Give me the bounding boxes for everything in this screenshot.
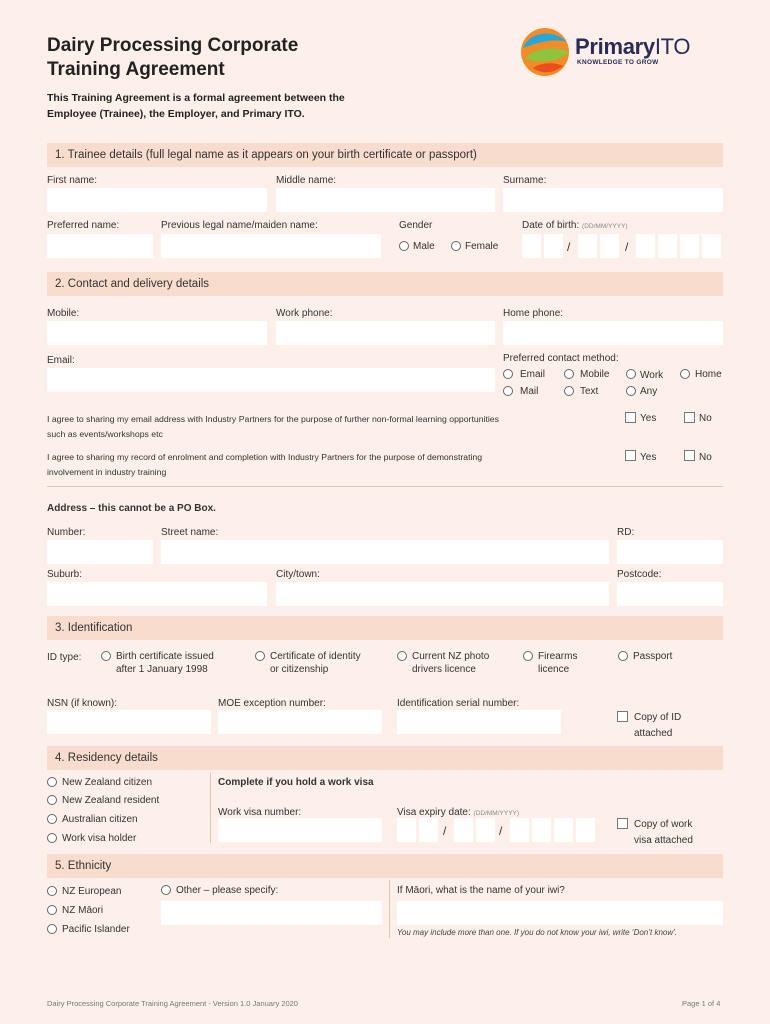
consent-email-no-label: No: [699, 413, 712, 424]
dob-day-1[interactable]: [522, 234, 541, 258]
visa-year-3[interactable]: [554, 818, 573, 842]
intro-line-1: This Training Agreement is a formal agreement between the: [47, 92, 345, 104]
visa-month-1[interactable]: [454, 818, 473, 842]
vertical-divider-2: [389, 880, 390, 938]
postcode-field[interactable]: [617, 582, 723, 606]
contact-home-label: Home: [695, 369, 722, 380]
nsn-label: NSN (if known):: [47, 698, 118, 709]
section-3-heading: 3. Identification: [47, 616, 723, 640]
previous-name-label: Previous legal name/maiden name:: [161, 220, 318, 231]
copy-id-label: Copy of ID attached: [634, 712, 682, 739]
contact-text-label: Text: [580, 386, 599, 397]
logo-mark-icon: [519, 26, 571, 78]
contact-work-radio[interactable]: [626, 369, 636, 379]
id-birth-cert-radio[interactable]: [101, 651, 111, 661]
middle-name-label: Middle name:: [276, 175, 337, 186]
consent-record-yes-label: Yes: [640, 452, 657, 463]
contact-mail-label: Mail: [520, 386, 539, 397]
visa-month-2[interactable]: [476, 818, 495, 842]
copy-visa-label: Copy of work visa attached: [634, 819, 693, 846]
contact-any-radio[interactable]: [626, 386, 636, 396]
section-1-heading: 1. Trainee details (full legal name as it appears on your birth certificate or passport): [47, 143, 723, 167]
visa-format-hint: (DD/MM/YYYY): [473, 810, 520, 817]
moe-label: MOE exception number:: [218, 698, 326, 709]
number-field[interactable]: [47, 540, 153, 564]
contact-home-radio[interactable]: [680, 369, 690, 379]
other-ethnicity-label: Other – please specify:: [176, 885, 279, 896]
suburb-field[interactable]: [47, 582, 267, 606]
consent-email-no-checkbox[interactable]: [684, 412, 695, 423]
nz-maori-label: NZ Māori: [62, 905, 104, 916]
moe-field[interactable]: [218, 710, 382, 734]
id-passport-label: Passport: [633, 651, 673, 662]
work-visa-holder-label: Work visa holder: [62, 833, 137, 844]
visa-year-4[interactable]: [576, 818, 595, 842]
nz-citizen-radio[interactable]: [47, 777, 57, 787]
city-label: City/town:: [276, 569, 320, 580]
id-firearms-radio[interactable]: [523, 651, 533, 661]
contact-text-radio[interactable]: [564, 386, 574, 396]
gender-female-label: Female: [465, 241, 499, 252]
work-visa-heading: Complete if you hold a work visa: [218, 777, 374, 788]
contact-any-label: Any: [640, 386, 658, 397]
dob-slash-1: /: [567, 240, 571, 254]
logo-tagline: KNOWLEDGE TO GROW: [577, 59, 659, 66]
section-4-heading: 4. Residency details: [47, 746, 723, 770]
work-phone-label: Work phone:: [276, 308, 333, 319]
page-number: Page 1 of 4: [682, 999, 721, 1008]
dob-year-2[interactable]: [658, 234, 677, 258]
middle-name-field[interactable]: [276, 188, 495, 212]
pacific-islander-label: Pacific Islander: [62, 924, 130, 935]
visa-expiry-label: Visa expiry date: (DD/MM/YYYY): [397, 807, 520, 818]
mobile-label: Mobile:: [47, 308, 80, 319]
title-line-1: Dairy Processing Corporate: [47, 35, 299, 56]
contact-email-label: Email: [520, 369, 546, 380]
au-citizen-radio[interactable]: [47, 814, 57, 824]
title-line-2: Training Agreement: [47, 59, 225, 80]
dob-day-2[interactable]: [544, 234, 563, 258]
dob-year-4[interactable]: [702, 234, 721, 258]
contact-mobile-radio[interactable]: [564, 369, 574, 379]
visa-number-label: Work visa number:: [218, 807, 302, 818]
nz-european-radio[interactable]: [47, 886, 57, 896]
dob-year-1[interactable]: [636, 234, 655, 258]
email-field[interactable]: [47, 368, 495, 392]
nsn-field[interactable]: [47, 710, 211, 734]
logo-wordmark: PrimaryITO: [575, 34, 691, 59]
divider: [47, 486, 723, 487]
nz-european-label: NZ European: [62, 886, 122, 897]
iwi-field[interactable]: [397, 901, 723, 925]
intro-line-2: Employee (Trainee), the Employer, and Primary ITO.: [47, 108, 305, 120]
gender-female-radio[interactable]: [451, 241, 461, 251]
visa-number-field[interactable]: [218, 818, 382, 842]
surname-field[interactable]: [503, 188, 723, 212]
gender-male-label: Male: [413, 241, 435, 252]
visa-year-2[interactable]: [532, 818, 551, 842]
rd-label: RD:: [617, 527, 635, 538]
visa-year-1[interactable]: [510, 818, 529, 842]
id-photo-licence-radio[interactable]: [397, 651, 407, 661]
section-2-heading: 2. Contact and delivery details: [47, 272, 723, 296]
dob-year-3[interactable]: [680, 234, 699, 258]
au-citizen-label: Australian citizen: [62, 814, 138, 825]
email-label: Email:: [47, 355, 75, 366]
gender-male-radio[interactable]: [399, 241, 409, 251]
visa-slash-2: /: [499, 824, 503, 838]
id-cert-identity-radio[interactable]: [255, 651, 265, 661]
number-label: Number:: [47, 527, 86, 538]
dob-slash-2: /: [625, 240, 629, 254]
nz-resident-radio[interactable]: [47, 795, 57, 805]
dob-format-hint: (DD/MM/YYYY): [582, 223, 628, 230]
city-field[interactable]: [276, 582, 609, 606]
intro-text: [47, 90, 407, 122]
suburb-label: Suburb:: [47, 569, 83, 580]
first-name-field[interactable]: [47, 188, 267, 212]
consent-record-no-checkbox[interactable]: [684, 450, 695, 461]
contact-email-radio[interactable]: [503, 369, 513, 379]
pacific-islander-radio[interactable]: [47, 924, 57, 934]
visa-day-2[interactable]: [419, 818, 438, 842]
dob-label: Date of birth: (DD/MM/YYYY): [522, 220, 628, 231]
home-phone-field[interactable]: [503, 321, 723, 345]
copy-id-checkbox[interactable]: [617, 711, 628, 722]
street-field[interactable]: [161, 540, 609, 564]
preferred-name-field[interactable]: [47, 234, 153, 258]
address-heading: Address – this cannot be a PO Box.: [47, 503, 216, 514]
consent-email-text: I agree to sharing my email address with Industry Partners for the purpose of further non-formal learning opportunities such as events/workshops etc: [47, 414, 499, 439]
contact-mail-radio[interactable]: [503, 386, 513, 396]
id-cert-identity-label: Certificate of identity or citizenship: [270, 651, 361, 675]
consent-email-yes-label: Yes: [640, 413, 657, 424]
nz-citizen-label: New Zealand citizen: [62, 777, 153, 788]
serial-label: Identification serial number:: [397, 698, 520, 709]
contact-work-label: Work: [640, 370, 664, 381]
gender-label: Gender: [399, 220, 433, 231]
iwi-label: If Māori, what is the name of your iwi?: [397, 885, 565, 896]
rd-field[interactable]: [617, 540, 723, 564]
section-5-heading: 5. Ethnicity: [47, 854, 723, 878]
dob-month-2[interactable]: [600, 234, 619, 258]
iwi-note: You may include more than one. If you do not know your iwi, write ‘Don’t know’.: [397, 928, 678, 937]
nz-resident-label: New Zealand resident: [62, 795, 160, 806]
preferred-name-label: Preferred name:: [47, 220, 120, 231]
postcode-label: Postcode:: [617, 569, 662, 580]
id-birth-cert-label: Birth certificate issued after 1 January 1998: [116, 651, 214, 675]
work-visa-holder-radio[interactable]: [47, 833, 57, 843]
copy-visa-checkbox[interactable]: [617, 818, 628, 829]
contact-mobile-label: Mobile: [580, 369, 610, 380]
consent-email-yes-checkbox[interactable]: [625, 412, 636, 423]
other-ethnicity-field[interactable]: [161, 901, 382, 925]
preferred-contact-label: Preferred contact method:: [503, 353, 619, 364]
footer-version: Dairy Processing Corporate Training Agreement - Version 1.0 January 2020: [47, 999, 298, 1008]
page-title: [47, 34, 367, 82]
id-passport-radio[interactable]: [618, 651, 628, 661]
work-phone-field[interactable]: [276, 321, 495, 345]
id-type-label: ID type:: [47, 652, 82, 663]
vertical-divider: [210, 773, 211, 843]
consent-record-yes-checkbox[interactable]: [625, 450, 636, 461]
street-label: Street name:: [161, 527, 219, 538]
home-phone-label: Home phone:: [503, 308, 564, 319]
nz-maori-radio[interactable]: [47, 905, 57, 915]
previous-name-field[interactable]: [161, 234, 381, 258]
id-firearms-label: Firearms licence: [538, 651, 578, 675]
other-ethnicity-radio[interactable]: [161, 885, 171, 895]
primary-ito-logo: [519, 26, 719, 78]
mobile-field[interactable]: [47, 321, 267, 345]
consent-record-no-label: No: [699, 452, 712, 463]
dob-month-1[interactable]: [578, 234, 597, 258]
visa-slash-1: /: [443, 824, 447, 838]
visa-day-1[interactable]: [397, 818, 416, 842]
first-name-label: First name:: [47, 175, 98, 186]
id-photo-licence-label: Current NZ photo drivers licence: [412, 651, 490, 675]
consent-record-text: I agree to sharing my record of enrolment and completion with Industry Partners for the purpose of demonstrating involvement in industry training: [47, 452, 483, 477]
surname-label: Surname:: [503, 175, 547, 186]
serial-field[interactable]: [397, 710, 561, 734]
